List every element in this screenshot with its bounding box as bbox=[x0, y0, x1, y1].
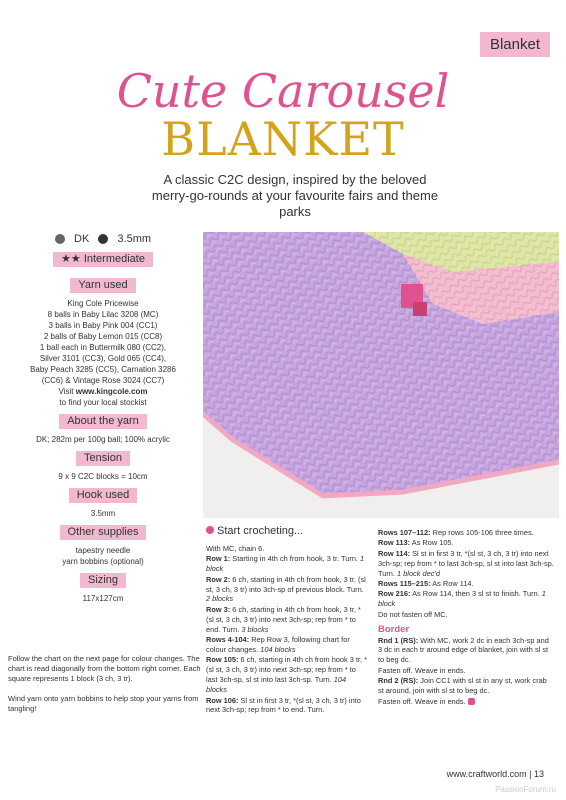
row-text: 6 ch, starting in 4th ch from hook, 3 tr, *(sl st, 3 ch, 3 tr) into next 3ch-sp; rep from * to end. Turn. bbox=[206, 604, 361, 634]
footer bbox=[447, 769, 544, 779]
row-text: Sl st in first 3 tr, *(sl st, 3 ch, 3 tr) into next 3ch-sp; rep from * to last 3ch-sp, sl st into last 3ch-sp. Turn. bbox=[378, 548, 554, 578]
row-text: 6 ch, starting in 4th ch from hook, 3 tr, (sl st, 3 ch, 3 tr) into 3ch-sp of previous block. Turn. bbox=[206, 574, 366, 594]
instruction-line bbox=[378, 610, 554, 620]
intro-text: A classic C2C design, inspired by the beloved merry-go-rounds at your favourite fairs and theme parks bbox=[151, 172, 439, 219]
weight: DK bbox=[74, 233, 90, 245]
row-label: Rows 115–215: bbox=[378, 579, 431, 589]
hook-icon bbox=[98, 234, 108, 244]
row-label: Row 1: bbox=[206, 554, 231, 564]
yarn-line: (CC6) & Vintage Rose 3024 (CC7) bbox=[41, 376, 165, 385]
instruction-line bbox=[206, 696, 368, 716]
chart-note: Follow the chart on the next page for colour changes. The chart is read diagonally from the bottom right corner. Each square represents 1 block (3 ch, 3 tr). bbox=[8, 654, 201, 683]
yarn-list bbox=[8, 298, 198, 408]
row-count: 2 blocks bbox=[206, 594, 234, 604]
row-count: 104 blocks bbox=[206, 675, 347, 695]
instruction-line bbox=[378, 697, 554, 707]
about-yarn-text: DK; 282m per 100g ball; 100% acrylic bbox=[36, 435, 170, 444]
instruction-line bbox=[378, 579, 554, 589]
sizing-heading: Sizing bbox=[80, 573, 126, 588]
end-mark-icon bbox=[468, 698, 475, 705]
level-text: Intermediate bbox=[83, 253, 145, 265]
level-badge bbox=[53, 252, 153, 267]
row-count: 3 blocks bbox=[241, 624, 269, 634]
yarn-line: 3 balls in Baby Pink 004 (CC1) bbox=[48, 321, 158, 330]
row-label: Rows 107–112: bbox=[378, 528, 431, 537]
row-text: 6 ch, starting in 4th ch from hook 3 tr, *(sl st, 3 ch, 3 tr) into next 3ch-sp; rep from * to last 3ch-sp, sl st into last 3ch-sp. Turn. bbox=[206, 655, 368, 685]
row-label: Row 105: bbox=[206, 655, 239, 665]
instruction-line bbox=[206, 635, 368, 655]
row-text: Do not fasten off MC. bbox=[378, 609, 448, 619]
level-stars: ★★ bbox=[61, 253, 81, 265]
instruction-list bbox=[378, 528, 554, 620]
watermark: PassionForum.ru bbox=[495, 785, 556, 794]
blanket-photo bbox=[203, 232, 559, 518]
row-text: Join CC1 with sl st in any st, work crab st around, join with sl st to beg dc. bbox=[378, 676, 547, 696]
instruction-line bbox=[206, 655, 368, 695]
row-count: 1 block bbox=[206, 554, 365, 574]
row-label: Row 114: bbox=[378, 548, 411, 558]
instructions-column-1 bbox=[206, 526, 368, 716]
title-line-1: Cute Carousel bbox=[116, 64, 450, 118]
instruction-line bbox=[378, 589, 554, 609]
yarn-line: 8 balls in Baby Lilac 3208 (MC) bbox=[47, 310, 159, 319]
footer-separator: | bbox=[529, 769, 532, 779]
row-text: As Row 114, then 3 sl st to finish. Turn. bbox=[410, 589, 542, 599]
row-label: Row 216: bbox=[378, 589, 411, 599]
instruction-line bbox=[378, 666, 554, 676]
pattern-info-sidebar bbox=[8, 234, 198, 610]
chart-note: Wind yarn onto yarn bobbins to help stop your yarns from tangling! bbox=[8, 694, 199, 713]
supply-item: tapestry needle bbox=[75, 546, 131, 555]
section-heading bbox=[206, 526, 368, 537]
title-line-2: BLANKET bbox=[161, 112, 405, 166]
row-text: Fasten off. Weave in ends. bbox=[378, 696, 466, 706]
page-number: 13 bbox=[533, 769, 544, 779]
row-text: As Row 105. bbox=[410, 538, 454, 548]
yarn-line: Silver 3101 (CC3), Gold 065 (CC4), bbox=[39, 354, 167, 363]
instruction-line bbox=[206, 605, 368, 635]
row-label: Rows 4-104: bbox=[206, 635, 250, 645]
sizing-text: 117x127cm bbox=[82, 594, 124, 603]
row-label: Row 2: bbox=[206, 574, 231, 584]
instruction-line bbox=[378, 676, 554, 696]
row-text: Sl st in first 3 tr, *(sl st, 3 ch, 3 tr) into next 3ch-sp; rep from * to end. Turn. bbox=[206, 695, 361, 715]
row-text: Rep Row 3, following chart for colour changes. bbox=[206, 635, 350, 654]
weight-hook-line bbox=[8, 234, 198, 245]
border-heading: Border bbox=[378, 623, 410, 635]
about-yarn-heading: About the yarn bbox=[59, 414, 147, 429]
yarn-used-heading: Yarn used bbox=[70, 278, 135, 293]
row-text: With MC, work 2 dc in each 3ch-sp and 3 dc in each tr around edge of blanket, join with sl st to beg dc. bbox=[378, 635, 549, 665]
yarn-line: Baby Peach 3285 (CC5), Carnation 3286 bbox=[30, 365, 176, 374]
yarn-line: King Cole Pricewise bbox=[67, 299, 139, 308]
ball-icon bbox=[55, 234, 65, 244]
instruction-line bbox=[378, 538, 554, 548]
instruction-list bbox=[206, 544, 368, 715]
row-label: Row 3: bbox=[206, 604, 231, 614]
instruction-line bbox=[378, 636, 554, 666]
row-label: Row 106: bbox=[206, 695, 239, 705]
row-count: 1 block bbox=[378, 589, 546, 609]
instructions-column-2 bbox=[378, 528, 554, 707]
yarn-line: 2 balls of Baby Lemon 015 (CC8) bbox=[43, 332, 163, 341]
visit-prefix: Visit bbox=[58, 387, 76, 396]
bullet-icon bbox=[206, 526, 214, 534]
row-text: Rep rows 105-106 three times. bbox=[430, 528, 534, 537]
hook-heading: Hook used bbox=[69, 488, 138, 503]
hook-size: 3.5mm bbox=[117, 233, 152, 245]
instruction-line bbox=[378, 528, 554, 538]
visit-link[interactable]: www.kingcole.com bbox=[75, 387, 148, 396]
row-count: 1 block dec'd bbox=[397, 568, 440, 578]
hook-text: 3.5mm bbox=[90, 509, 116, 518]
supply-item: yarn bobbins (optional) bbox=[62, 557, 144, 566]
footer-site[interactable]: www.craftworld.com bbox=[446, 769, 527, 779]
blanket-illustration bbox=[203, 232, 559, 518]
tension-heading: Tension bbox=[76, 451, 130, 466]
border-instruction-list bbox=[378, 636, 554, 707]
instruction-line bbox=[206, 575, 368, 605]
row-label: Rnd 2 (RS): bbox=[378, 676, 419, 686]
yarn-line: 1 ball each in Buttermilk 080 (CC2), bbox=[39, 343, 167, 352]
row-label: Rnd 1 (RS): bbox=[378, 635, 419, 645]
heading-text: Start crocheting... bbox=[217, 525, 304, 537]
row-text: Fasten off. Weave in ends. bbox=[378, 665, 466, 675]
visit-line bbox=[8, 386, 198, 397]
tension-text: 9 x 9 C2C blocks = 10cm bbox=[58, 472, 148, 481]
row-label: Row 113: bbox=[378, 538, 411, 548]
row-text: Starting in 4th ch from hook, 3 tr. Turn. bbox=[230, 554, 361, 564]
chart-notes bbox=[8, 654, 204, 724]
row-text: With MC, chain 6. bbox=[206, 543, 265, 553]
row-count: 104 blocks bbox=[260, 644, 296, 654]
instruction-line bbox=[206, 544, 368, 554]
supplies-heading: Other supplies bbox=[60, 525, 147, 540]
instruction-line bbox=[378, 549, 554, 579]
supplies-list bbox=[8, 545, 198, 567]
row-text: As Row 114. bbox=[430, 579, 474, 589]
section-tag: Blanket bbox=[480, 32, 550, 57]
visit-suffix: to find your local stockist bbox=[59, 398, 147, 407]
instruction-line bbox=[206, 554, 368, 574]
